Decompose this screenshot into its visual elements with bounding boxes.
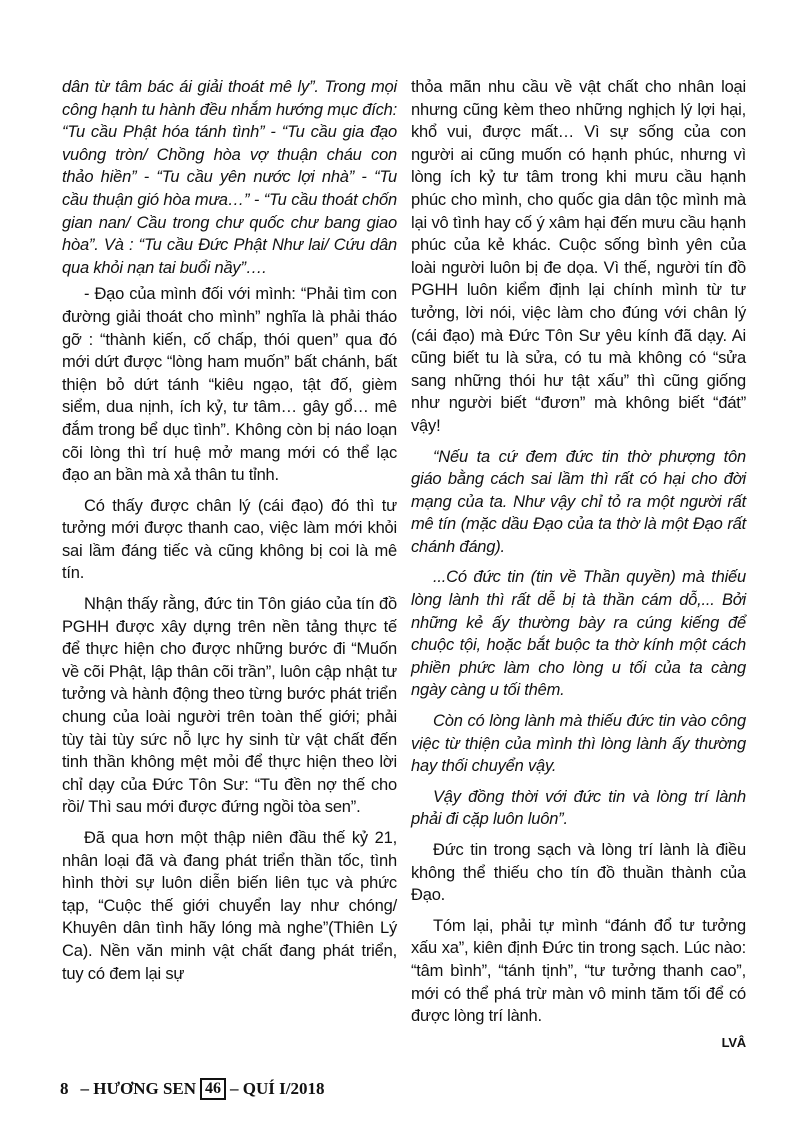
paragraph: Nhận thấy rằng, đức tin Tôn giáo của tín đồ PGHH được xây dựng trên nền tảng thực tế để thực hiện cho được những bước đi “Muốn về cõi Phật, lập thân cõi trần”, luôn cập nhật tư tưởng và hành động theo từng bước phát triển chung của loài người trên toàn thế giới; phải tùy tài tùy sức nỗ lực hy sinh từ vật chất đến tinh thần không mệt mỏi để thực hiện theo lời chỉ dạy của Đức Tôn Sư: “Tu đền nợ thế cho rồi/ Thì sau mới được đứng ngồi tòa sen”.: [62, 595, 397, 817]
paragraph: Có thấy được chân lý (cái đạo) đó thì tư tưởng mới được thanh cao, việc làm mới khỏi sai lầm đáng tiếc và cũng không bị coi là mê tín.: [62, 496, 397, 583]
paragraph: Đã qua hơn một thập niên đầu thế kỷ 21, nhân loại đã và đang phát triển thần tốc, tình hình thời sự luôn diễn biến liên tục và phức tạp, “Cuộc thế giới chuyển lay như chóng/ Khuyên dân tình hãy lóng mà nghe”(Thiên Lý Ca). Nền văn minh vật chất đang phát triển, tuy có đem lại sự: [62, 829, 397, 983]
page-footer: [60, 1078, 325, 1100]
left-column: [62, 76, 397, 993]
paragraph: dân từ tâm bác ái giải thoát mê ly”. Trong mọi công hạnh tu hành đều nhắm hướng mục đích: “Tu cầu Phật hóa tánh tình” - “Tu cầu gia đạo vuông tròn/ Chồng hòa vợ thuận cháu con thảo hiền” - “Tu cầu yên nước lợi nhà” - “Tu cầu thuận gió hòa mưa…” - “Tu cầu thoát chốn gian nan/ Cầu trong chư quốc chư bang giao hòa”. Và : “Tu cầu Đức Phật Như lai/ Cứu dân qua khỏi nạn tai buổi nầy”….: [62, 78, 397, 277]
paragraph: thỏa mãn nhu cầu về vật chất cho nhân loại nhưng cũng kèm theo những nghịch lý lợi hại, khổ vui, được mất… Vì sự sống của con người ai cũng muốn có hạnh phúc, nhưng vì lòng ích kỷ tư tâm trong khi mưu cầu hạnh phúc cho mình, cho quốc gia dân tộc mình mà lại vô tình hay cố ý xâm hại đến mưu cầu hạnh phúc của kẻ khác. Cuộc sống bình yên của loài người luôn bị đe dọa. Vì thế, người tín đồ PGHH luôn kiểm định lại chính mình từ tư tưởng, lời nói, việc làm cho đúng với chân lý (cái đạo) mà Đức Tôn Sư yêu kính đã dạy. Ai cũng biết tu là sửa, có tu mà không có “sửa sang những thói hư tật xấu” thì cũng giống như người biết “đươn” mà không biết “đát” vậy!: [411, 78, 746, 435]
paragraph: - Đạo của mình đối với mình: “Phải tìm con đường giải thoát cho mình” nghĩa là phải tháo gỡ : “thành kiến, cố chấp, thói quen” qua đó mới dứt được “lòng ham muốn” bất chánh, bất thiện bỏ dứt tánh “kiêu ngạo, tật đố, gièm siểm, dua nịnh, ích kỷ, tư tâm… gây gổ… mê đắm trong bể dục tình”. Không còn bị náo loạn cõi lòng thì trí huệ mở mang mới có thể lạc đạo an bần mà xả thân tu tỉnh.: [62, 285, 397, 485]
quote-paragraph: Còn có lòng lành mà thiếu đức tin vào công việc từ thiện của mình thì lòng lành ấy thường hay thối chuyển vậy.: [411, 712, 746, 776]
magazine-name: – HƯƠNG SEN: [80, 1079, 197, 1098]
page-number: 8: [60, 1079, 69, 1098]
quote-paragraph: Vậy đồng thời với đức tin và lòng trí lành phải đi cặp luôn luôn”.: [411, 787, 746, 829]
issue-period: – QUÍ I/2018: [230, 1079, 325, 1098]
paragraph: Tóm lại, phải tự mình “đánh đổ tư tưởng xấu xa”, kiên định Đức tin trong sạch. Lúc nào: “tâm bình”, “tánh tịnh”, “tư tưởng thanh cao”, mới có thể phá trừ màn vô minh tăm tối để có được lòng trí lành.: [411, 916, 746, 1026]
quote-paragraph: ...Có đức tin (tin về Thần quyền) mà thiếu lòng lành thì rất dễ bị tà thần cám dỗ,... Bởi những kẻ ấy thường bày ra cúng kiếng để chuộc tội, hoặc bắt buộc ta thờ kính một cách phiền phức làm cho lòng u tối của ta càng ngày càng u tối thêm.: [411, 568, 746, 700]
issue-number-box: 46: [200, 1078, 226, 1100]
right-column: [411, 76, 746, 1062]
author-signature: LVÂ: [721, 1034, 746, 1050]
quote-paragraph: “Nếu ta cứ đem đức tin thờ phượng tôn giáo bằng cách sai lầm thì rất có hại cho đời mạng của ta. Như vậy chỉ tỏ ra một người rất mê tín (mặc dầu Đạo của ta thờ là một Đạo rất chánh đáng).: [411, 447, 746, 556]
paragraph: Đức tin trong sạch và lòng trí lành là điều không thể thiếu cho tín đồ thuần thành của Đạo.: [411, 841, 746, 905]
